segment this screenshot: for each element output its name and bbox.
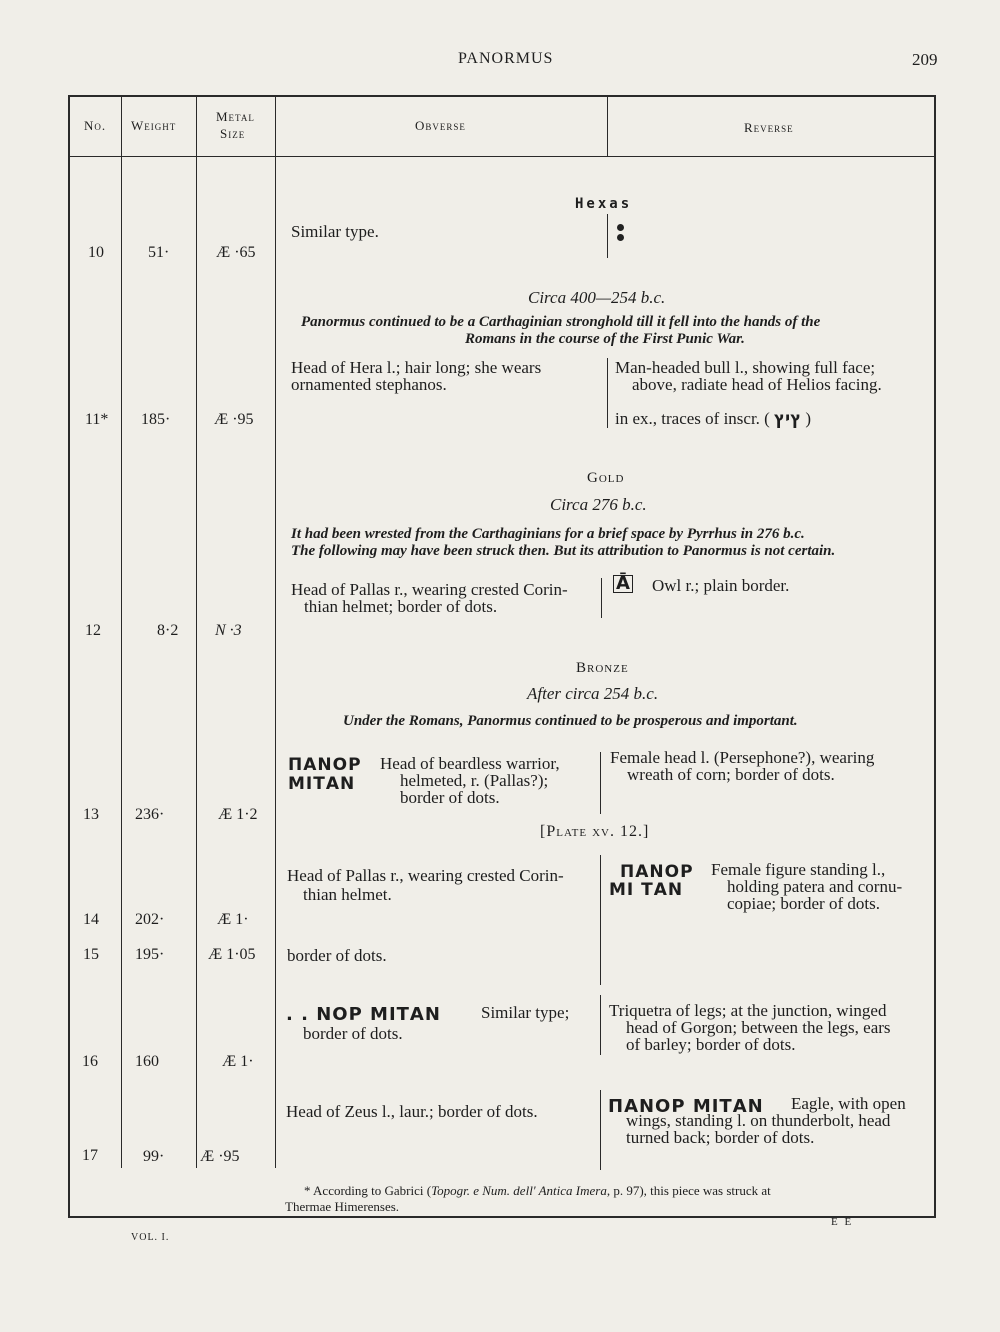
row-16-metal-size: Æ 1· xyxy=(222,1053,254,1070)
row-17-metal-size: Æ ·95 xyxy=(200,1148,240,1165)
pellets-icon xyxy=(617,224,624,241)
monogram-icon: Ā xyxy=(613,575,633,593)
row-16-weight: 160 xyxy=(135,1053,159,1070)
bronze-heading: Bronze xyxy=(576,660,629,676)
header-divider-obv-rev xyxy=(607,95,608,156)
col-header-size: Size xyxy=(220,126,246,141)
carthage-note-1: Panormus continued to be a Carthaginian stronghold till it fell into the hands of the xyxy=(301,314,821,330)
hexas-obverse: Similar type. xyxy=(291,222,379,241)
punic-inscription: ץיץ xyxy=(773,409,802,429)
row-10-no: 10 xyxy=(88,244,104,261)
row-12-obverse-2: thian helmet; border of dots. xyxy=(304,597,498,616)
row-16-reverse-2: head of Gorgon; between the legs, ears xyxy=(626,1018,891,1037)
row-13-no: 13 xyxy=(83,806,99,823)
row-11-reverse-2: above, radiate head of Helios facing. xyxy=(632,375,882,394)
col-header-no: No. xyxy=(84,118,107,133)
row-14-obverse-1: Head of Pallas r., wearing crested Corin- xyxy=(287,866,564,885)
row-13-obverse-2: helmeted, r. (Pallas?); xyxy=(400,771,549,790)
row-12-obverse-1: Head of Pallas r., wearing crested Corin- xyxy=(291,580,568,599)
row-12-metal-size: N ·3 xyxy=(215,622,242,639)
row-13-reverse-2: wreath of corn; border of dots. xyxy=(627,765,835,784)
row-13-reverse-1: Female head l. (Persephone?), wearing xyxy=(610,748,875,767)
row-13-legend-1: ΠΑΝΟΡ xyxy=(288,755,362,775)
row-16-legend: . . ΝΟΡ ΜΙΤΑΝ xyxy=(286,1004,441,1025)
col-rule-3 xyxy=(275,95,276,1168)
row-15-no: 15 xyxy=(83,946,99,963)
row-16-reverse-3: of barley; border of dots. xyxy=(626,1035,796,1054)
row-10-metal-size: Æ ·65 xyxy=(216,244,256,261)
row-17-reverse-1: Eagle, with open xyxy=(791,1094,906,1113)
col-header-obverse: Obverse xyxy=(415,118,466,133)
row-11-obverse-2: ornamented stephanos. xyxy=(291,375,447,394)
row-12-weight: 8·2 xyxy=(157,622,179,639)
col-header-weight: Weight xyxy=(131,118,177,133)
row-15-obverse: border of dots. xyxy=(287,946,387,965)
row-17-reverse-legend: ΠΑΝΟΡ ΜΙΤΑΝ xyxy=(608,1096,764,1117)
footnote-text-a: * According to Gabrici ( xyxy=(304,1183,432,1198)
row-11-no: 11* xyxy=(85,411,109,428)
row-11-metal-size: Æ ·95 xyxy=(214,411,254,428)
signature-mark: E E xyxy=(831,1216,854,1228)
row-14-weight: 202· xyxy=(135,911,165,928)
row-15-weight: 195· xyxy=(135,946,165,963)
row-13-obverse-3: border of dots. xyxy=(400,788,500,807)
row-11-weight: 185· xyxy=(141,411,171,428)
carthage-date: Circa 400—254 b.c. xyxy=(528,288,666,307)
row-16-reverse-1: Triquetra of legs; at the junction, winged xyxy=(609,1001,887,1020)
footnote-line-2: Thermae Himerenses. xyxy=(285,1199,400,1214)
footnote-reference: Topogr. e Num. dell' Antica Imera xyxy=(431,1183,607,1198)
header-bottom-rule xyxy=(70,156,934,157)
gold-note-2: The following may have been struck then. But its attribution to Panormus is not certain. xyxy=(291,543,836,559)
table-bottom-rule xyxy=(68,1216,936,1218)
footnote xyxy=(304,1183,771,1199)
row-16-divider xyxy=(600,995,601,1055)
row-14-no: 14 xyxy=(83,911,99,928)
hexas-heading: Hexas xyxy=(575,196,633,212)
row-13-metal-size: Æ 1·2 xyxy=(218,806,258,823)
hexas-divider xyxy=(607,214,608,258)
table-top-rule xyxy=(68,95,936,97)
col-header-metal: Metal xyxy=(216,109,255,124)
gold-note-1: It had been wrested from the Carthaginians for a brief space by Pyrrhus in 276 b.c. xyxy=(291,526,805,542)
row-14-metal-size: Æ 1· xyxy=(217,911,249,928)
row-13-divider xyxy=(600,752,601,814)
row-16-obverse-1: Similar type; xyxy=(481,1003,570,1022)
row-14-reverse-1: Female figure standing l., xyxy=(711,860,886,879)
carthage-note-2: Romans in the course of the First Punic War. xyxy=(465,331,745,347)
bronze-date: After circa 254 b.c. xyxy=(527,684,659,703)
row-16-no: 16 xyxy=(82,1053,98,1070)
col-rule-1 xyxy=(121,95,122,1168)
row-17-divider xyxy=(600,1090,601,1170)
gold-heading: Gold xyxy=(587,470,625,486)
running-title: PANORMUS xyxy=(458,50,554,67)
row-11-reverse-3 xyxy=(615,409,811,429)
bronze-note: Under the Romans, Panormus continued to be prosperous and important. xyxy=(343,713,798,729)
row-10-weight: 51· xyxy=(148,244,170,261)
table-left-rule xyxy=(68,95,70,1217)
row-16-obverse-2: border of dots. xyxy=(303,1024,403,1043)
plate-reference: [Plate xv. 12.] xyxy=(540,823,650,840)
row-17-reverse-3: turned back; border of dots. xyxy=(626,1128,815,1147)
row-15-metal-size: Æ 1·05 xyxy=(208,946,256,963)
row-14-reverse-2: holding patera and cornu- xyxy=(727,877,903,896)
table-right-rule xyxy=(934,95,936,1217)
footnote-text-b: , p. 97), this piece was struck at xyxy=(606,1183,771,1198)
volume-label: VOL. I. xyxy=(131,1232,170,1243)
row-13-obverse-1: Head of beardless warrior, xyxy=(380,754,560,773)
row-17-obverse: Head of Zeus l., laur.; border of dots. xyxy=(286,1102,538,1121)
row-17-reverse-2: wings, standing l. on thunderbolt, head xyxy=(626,1111,891,1130)
row-12-no: 12 xyxy=(85,622,101,639)
inscr-prefix: in ex., traces of inscr. ( xyxy=(615,409,770,428)
row-17-weight: 99· xyxy=(143,1148,165,1165)
col-header-reverse: Reverse xyxy=(744,120,794,135)
gold-date: Circa 276 b.c. xyxy=(550,495,647,514)
row-11-obverse-1: Head of Hera l.; hair long; she wears xyxy=(291,358,542,377)
row-13-weight: 236· xyxy=(135,806,165,823)
row-14-reverse-legend-2: ΜΙ ΤΑΝ xyxy=(609,880,684,900)
row-12-divider xyxy=(601,578,602,618)
row-14-obverse-2: thian helmet. xyxy=(303,885,392,904)
inscr-suffix: ) xyxy=(805,409,811,428)
row-17-no: 17 xyxy=(82,1147,98,1164)
row-11-divider xyxy=(607,358,608,428)
row-14-reverse-legend-1: ΠΑΝΟΡ xyxy=(620,862,694,882)
row-13-legend-2: ΜΙΤΑΝ xyxy=(288,774,356,794)
col-rule-2 xyxy=(196,95,197,1168)
page-number: 209 xyxy=(912,50,938,69)
row-14-divider xyxy=(600,855,601,985)
row-11-reverse-1: Man-headed bull l., showing full face; xyxy=(615,358,876,377)
row-12-reverse: Owl r.; plain border. xyxy=(652,576,790,595)
row-14-reverse-3: copiae; border of dots. xyxy=(727,894,880,913)
